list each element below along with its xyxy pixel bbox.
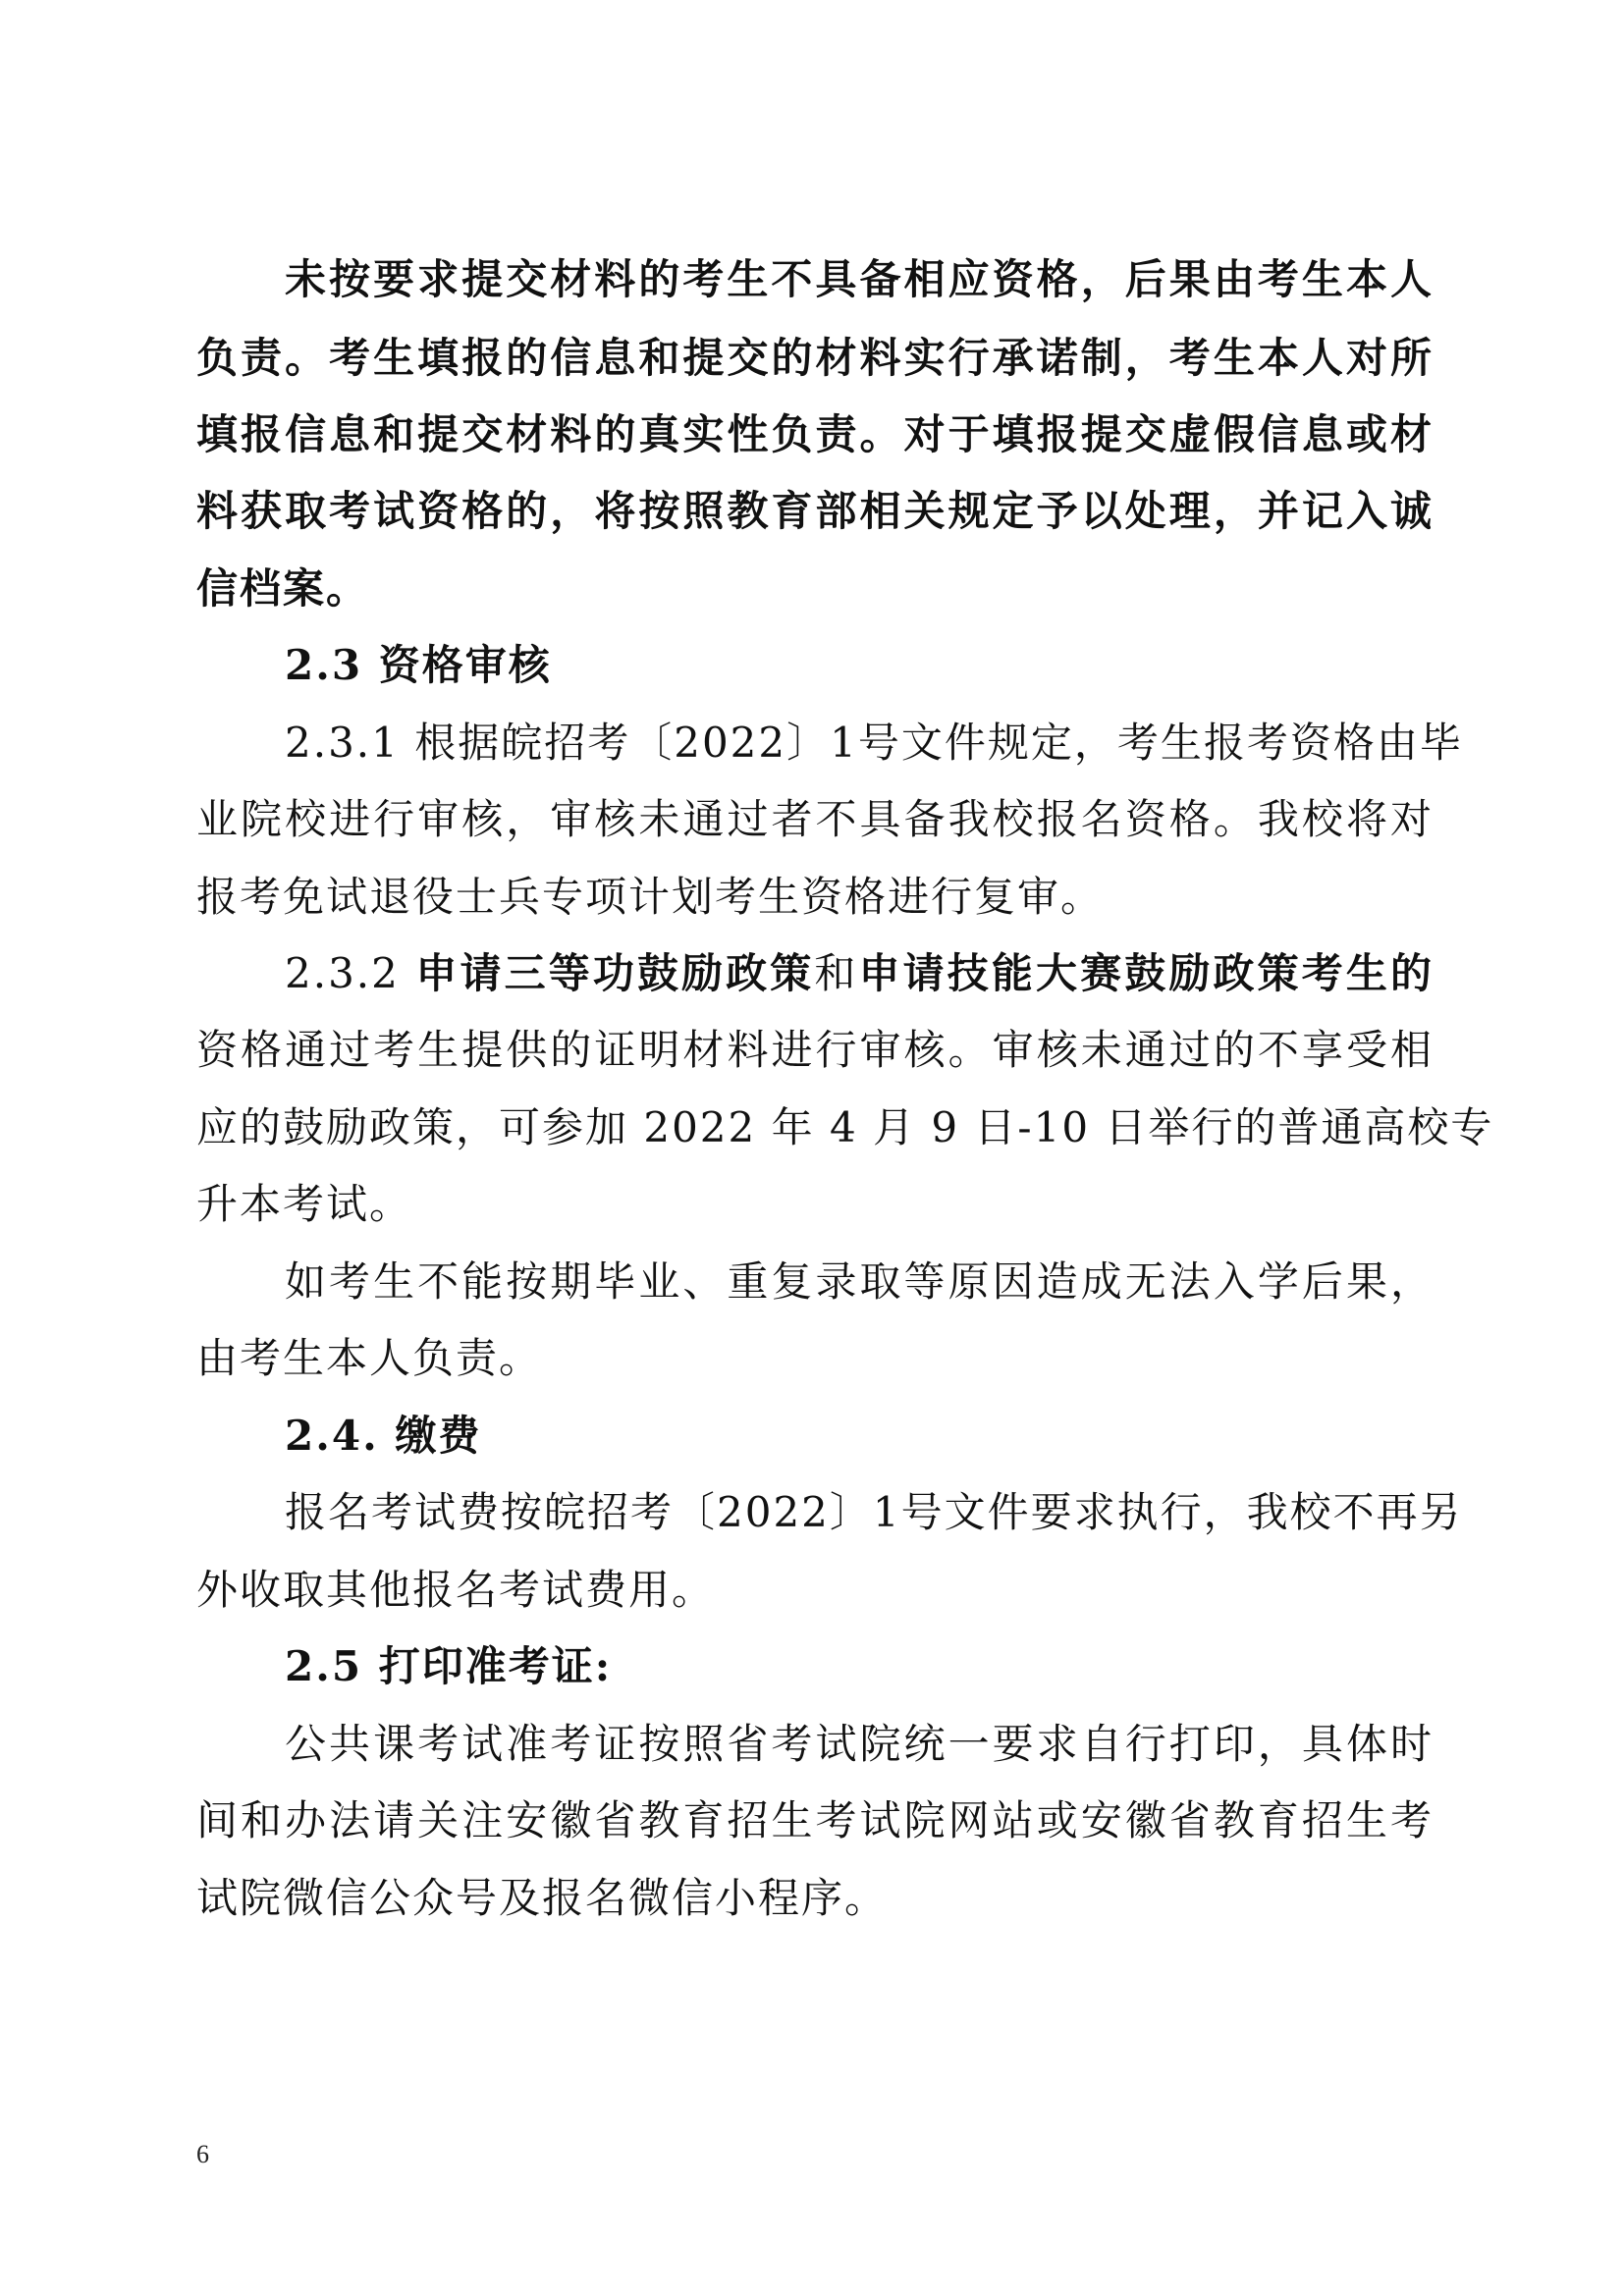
bold-phrase: 申请三等功鼓励政策 [415,949,815,997]
paragraph-line: 未按要求提交材料的考生不具备相应资格，后果由考生本人 [285,255,1434,303]
paragraph-line: 外收取其他报名考试费用。 [196,1566,716,1614]
paragraph-line: 报名考试费按皖招考〔2022〕1号文件要求执行，我校不再另 [285,1488,1463,1536]
page-number: 6 [196,2140,209,2168]
section-heading: 2.4. 缴费 [285,1412,482,1460]
paragraph-line [285,944,1434,1003]
paragraph-line: 信档案。 [196,564,370,613]
paragraph-line: 报考免试退役士兵专项计划考生资格进行复审。 [196,873,1105,921]
paragraph-line: 业院校进行审核，审核未通过者不具备我校报名资格。我校将对 [196,795,1434,843]
paragraph-line: 负责。考生填报的信息和提交的材料实行承诺制，考生本人对所 [196,334,1434,382]
bold-phrase: 申请技能大赛鼓励政策考生的 [858,949,1434,997]
clause-number: 2.3.2 [285,949,416,997]
paragraph-line: 2.3.1 根据皖招考〔2022〕1号文件规定，考生报考资格由毕 [285,719,1463,767]
paragraph-line: 料获取考试资格的，将按照教育部相关规定予以处理，并记入诚 [196,487,1434,535]
paragraph-line: 由考生本人负责。 [196,1334,543,1382]
paragraph-line: 试院微信公众号及报名微信小程序。 [196,1874,889,1922]
paragraph-line: 资格通过考生提供的证明材料进行审核。审核未通过的不享受相 [196,1026,1434,1074]
section-heading: 2.5 打印准考证: [285,1642,613,1690]
paragraph-line: 如考生不能按期毕业、重复录取等原因造成无法入学后果， [285,1257,1434,1306]
section-heading: 2.3 资格审核 [285,641,552,689]
paragraph-line: 升本考试。 [196,1180,413,1228]
paragraph-line: 填报信息和提交材料的真实性负责。对于填报提交虚假信息或材 [196,410,1434,458]
paragraph-line: 公共课考试准考证按照省考试院统一要求自行打印，具体时 [285,1720,1434,1768]
connector-text: 和 [814,949,859,997]
paragraph-line: 应的鼓励政策，可参加 2022 年 4 月 9 日-10 日举行的普通高校专 [196,1103,1494,1151]
paragraph-line: 间和办法请关注安徽省教育招生考试院网站或安徽省教育招生考 [196,1796,1434,1844]
